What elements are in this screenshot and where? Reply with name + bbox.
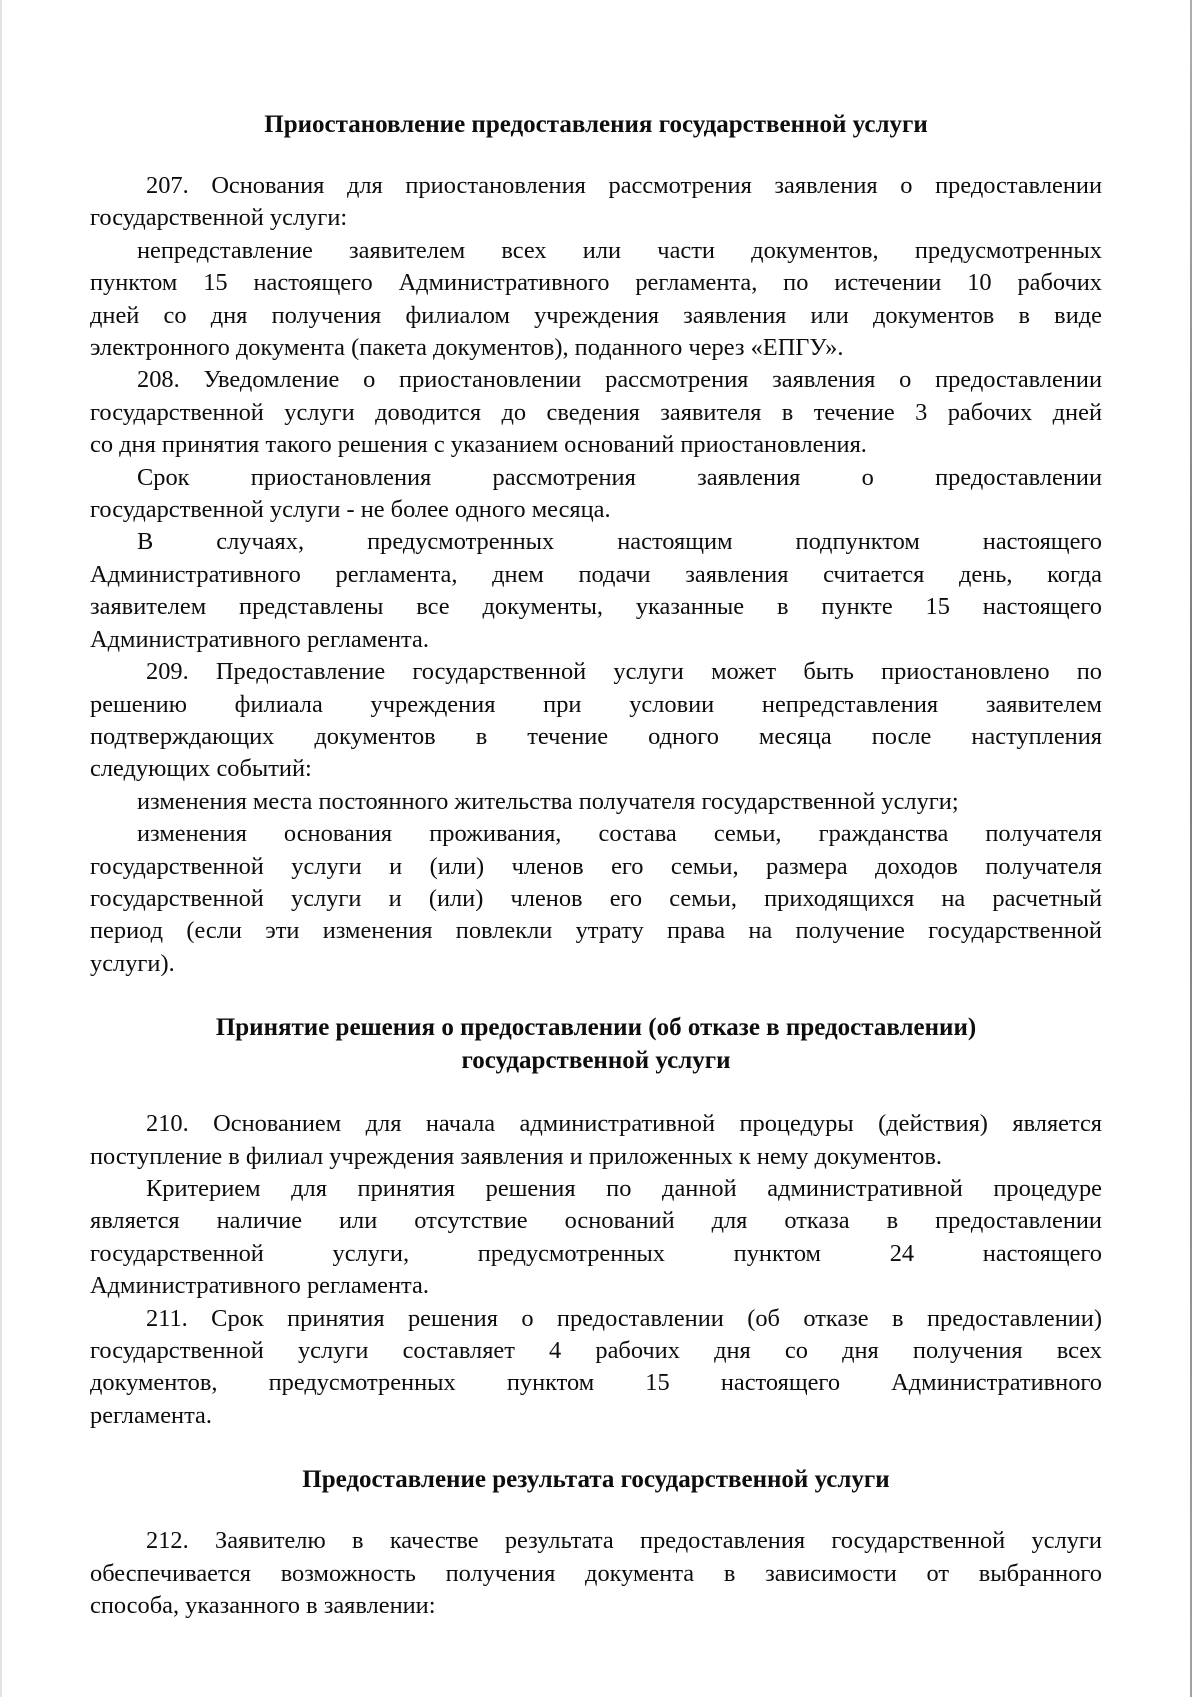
text-line: изменения основания проживания, состава семьи, гражданства получателя: [137, 820, 1102, 848]
text-line: Критерием для принятия решения по данной административной процедуре: [146, 1174, 1102, 1202]
paragraph-208: [90, 364, 1102, 461]
paragraph-208-cases: [90, 526, 1102, 656]
text-line: Срок приостановления рассмотрения заявления о предоставлении: [137, 463, 1102, 491]
text-line: государственной услуги составляет 4 рабочих дня со дня получения всех: [90, 1337, 1102, 1364]
paragraph-209: [90, 656, 1102, 786]
text-line: государственной услуги, предусмотренных пунктом 24 настоящего: [90, 1239, 1102, 1267]
text-line: период (если эти изменения повлекли утрату права на получение государственной: [90, 917, 1102, 945]
paragraph-210-criterion: [90, 1173, 1102, 1303]
text-line: способа, указанного в заявлении:: [90, 1592, 436, 1620]
text-line: поступление в филиал учреждения заявления и приложенных к нему документов.: [90, 1142, 942, 1170]
paragraph-210: [90, 1108, 1102, 1173]
text-line: государственной услуги:: [90, 204, 348, 232]
text-line: следующих событий:: [90, 755, 312, 783]
text-line: 212. Заявителю в качестве результата предоставления государственной услуги: [146, 1527, 1102, 1555]
text-line: документов, предусмотренных пунктом 15 настоящего Административного: [90, 1369, 1102, 1397]
text-line: электронного документа (пакета документов), поданного через «ЕПГУ».: [90, 334, 844, 362]
text-line: решению филиала учреждения при условии непредставления заявителем: [90, 690, 1102, 718]
document-page: [90, 108, 1102, 1622]
heading-line: Приостановление предоставления государственной услуги: [264, 111, 928, 138]
text-line: заявителем представлены все документы, указанные в пункте 15 настоящего: [90, 593, 1102, 621]
text-line: изменения места постоянного жительства получателя государственной услуги;: [137, 787, 959, 815]
text-line: подтверждающих документов в течение одного месяца после наступления: [90, 722, 1102, 750]
text-line: является наличие или отсутствие оснований для отказа в предоставлении: [90, 1207, 1102, 1235]
text-line: дней со дня получения филиалом учреждения заявления или документов в виде: [90, 301, 1102, 329]
text-line: государственной услуги - не более одного месяца.: [90, 496, 611, 524]
paragraph-209-residence: [90, 786, 1102, 818]
section-heading-suspension: [90, 108, 1102, 141]
paragraph-207-grounds: [90, 235, 1102, 365]
text-line: государственной услуги и (или) членов его семьи, размера доходов получателя: [90, 852, 1102, 880]
heading-line: Предоставление результата государственной услуги: [302, 1466, 890, 1494]
heading-line: Принятие решения о предоставлении (об отказе в предоставлении): [215, 1014, 977, 1042]
text-line: услуги).: [90, 949, 175, 977]
text-line: 207. Основания для приостановления рассмотрения заявления о предоставлении: [146, 172, 1102, 199]
text-line: 208. Уведомление о приостановлении рассмотрения заявления о предоставлении: [137, 366, 1102, 394]
text-line: Административного регламента, днем подачи заявления считается день, когда: [90, 560, 1102, 588]
text-line: обеспечивается возможность получения документа в зависимости от выбранного: [90, 1559, 1102, 1587]
text-line: государственной услуги и (или) членов его семьи, приходящихся на расчетный: [90, 884, 1102, 912]
paragraph-207: [90, 170, 1102, 235]
paragraph-211: [90, 1303, 1102, 1433]
text-line: 211. Срок принятия решения о предоставлении (об отказе в предоставлении): [146, 1304, 1102, 1332]
heading-line: государственной услуги: [461, 1047, 731, 1075]
text-line: Административного регламента.: [90, 625, 429, 653]
section-heading-result: [90, 1463, 1102, 1496]
text-line: 209. Предоставление государственной услуги может быть приостановлено по: [146, 658, 1102, 686]
scan-left-edge: [0, 0, 2, 1697]
text-line: 210. Основанием для начала административной процедуры (действия) является: [146, 1110, 1102, 1138]
text-line: пунктом 15 настоящего Административного регламента, по истечении 10 рабочих: [90, 269, 1102, 297]
text-line: государственной услуги доводится до сведения заявителя в течение 3 рабочих дней: [90, 398, 1102, 426]
text-line: Административного регламента.: [90, 1272, 429, 1300]
text-line: со дня принятия такого решения с указанием оснований приостановления.: [90, 431, 867, 459]
scan-right-edge: [1190, 0, 1192, 1697]
paragraph-208-term: [90, 462, 1102, 527]
section-heading-decision: [90, 1011, 1102, 1077]
text-line: В случаях, предусмотренных настоящим подпунктом настоящего: [137, 528, 1102, 556]
paragraph-212: [90, 1525, 1102, 1622]
paragraph-209-basis: [90, 818, 1102, 980]
text-line: непредставление заявителем всех или части документов, предусмотренных: [137, 236, 1102, 264]
text-line: регламента.: [90, 1401, 212, 1429]
